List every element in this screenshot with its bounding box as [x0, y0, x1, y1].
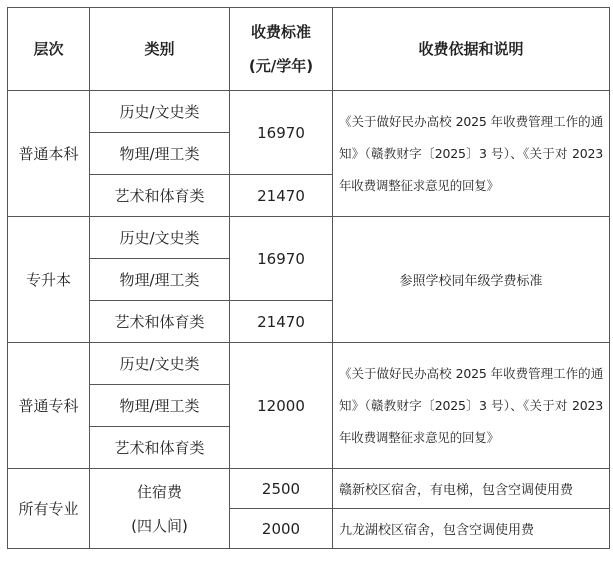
fee-cell: 2500	[230, 469, 333, 509]
category-line1: 住宿费	[136, 482, 182, 501]
table-row	[8, 91, 610, 133]
basis-cell: 参照学校同年级学费标准	[333, 217, 610, 343]
level-cell: 普通专科	[8, 343, 90, 469]
category-cell: 物理/理工类	[90, 259, 230, 301]
basis-cell: 《关于做好民办高校 2025 年收费管理工作的通知》（赣教财字〔2025〕3 号）、《关于对 2023 年收费调整征求意见的回复》	[333, 91, 610, 217]
fee-cell: 12000	[230, 343, 333, 469]
category-cell: 历史/文史类	[90, 217, 230, 259]
fee-cell: 16970	[230, 217, 333, 301]
fee-cell: 16970	[230, 91, 333, 175]
category-cell: 艺术和体育类	[90, 175, 230, 217]
category-cell: 物理/理工类	[90, 133, 230, 175]
fee-table	[7, 7, 610, 549]
basis-cell: 《关于做好民办高校 2025 年收费管理工作的通知》（赣教财字〔2025〕3 号）、《关于对 2023 年收费调整征求意见的回复》	[333, 343, 610, 469]
level-cell: 普通本科	[8, 91, 90, 217]
level-cell: 所有专业	[8, 469, 90, 549]
category-cell: 艺术和体育类	[90, 427, 230, 469]
category-line2: (四人间)	[131, 516, 188, 535]
table-row	[8, 469, 610, 509]
fee-cell: 21470	[230, 175, 333, 217]
header-category: 类别	[90, 8, 230, 91]
fee-cell: 2000	[230, 509, 333, 549]
header-fee-line1: 收费标准	[250, 23, 311, 41]
header-level: 层次	[8, 8, 90, 91]
category-cell: 物理/理工类	[90, 385, 230, 427]
header-basis: 收费依据和说明	[333, 8, 610, 91]
category-cell: 艺术和体育类	[90, 301, 230, 343]
header-fee-line2: (元/学年)	[248, 57, 314, 75]
table-row	[8, 343, 610, 385]
fee-cell: 21470	[230, 301, 333, 343]
category-cell	[90, 469, 230, 549]
header-fee	[230, 8, 333, 91]
category-cell: 历史/文史类	[90, 343, 230, 385]
level-cell: 专升本	[8, 217, 90, 343]
category-cell: 历史/文史类	[90, 91, 230, 133]
basis-cell: 九龙湖校区宿舍，包含空调使用费	[333, 509, 610, 549]
header-row	[8, 8, 610, 91]
table-row	[8, 217, 610, 259]
basis-cell: 赣新校区宿舍，有电梯，包含空调使用费	[333, 469, 610, 509]
